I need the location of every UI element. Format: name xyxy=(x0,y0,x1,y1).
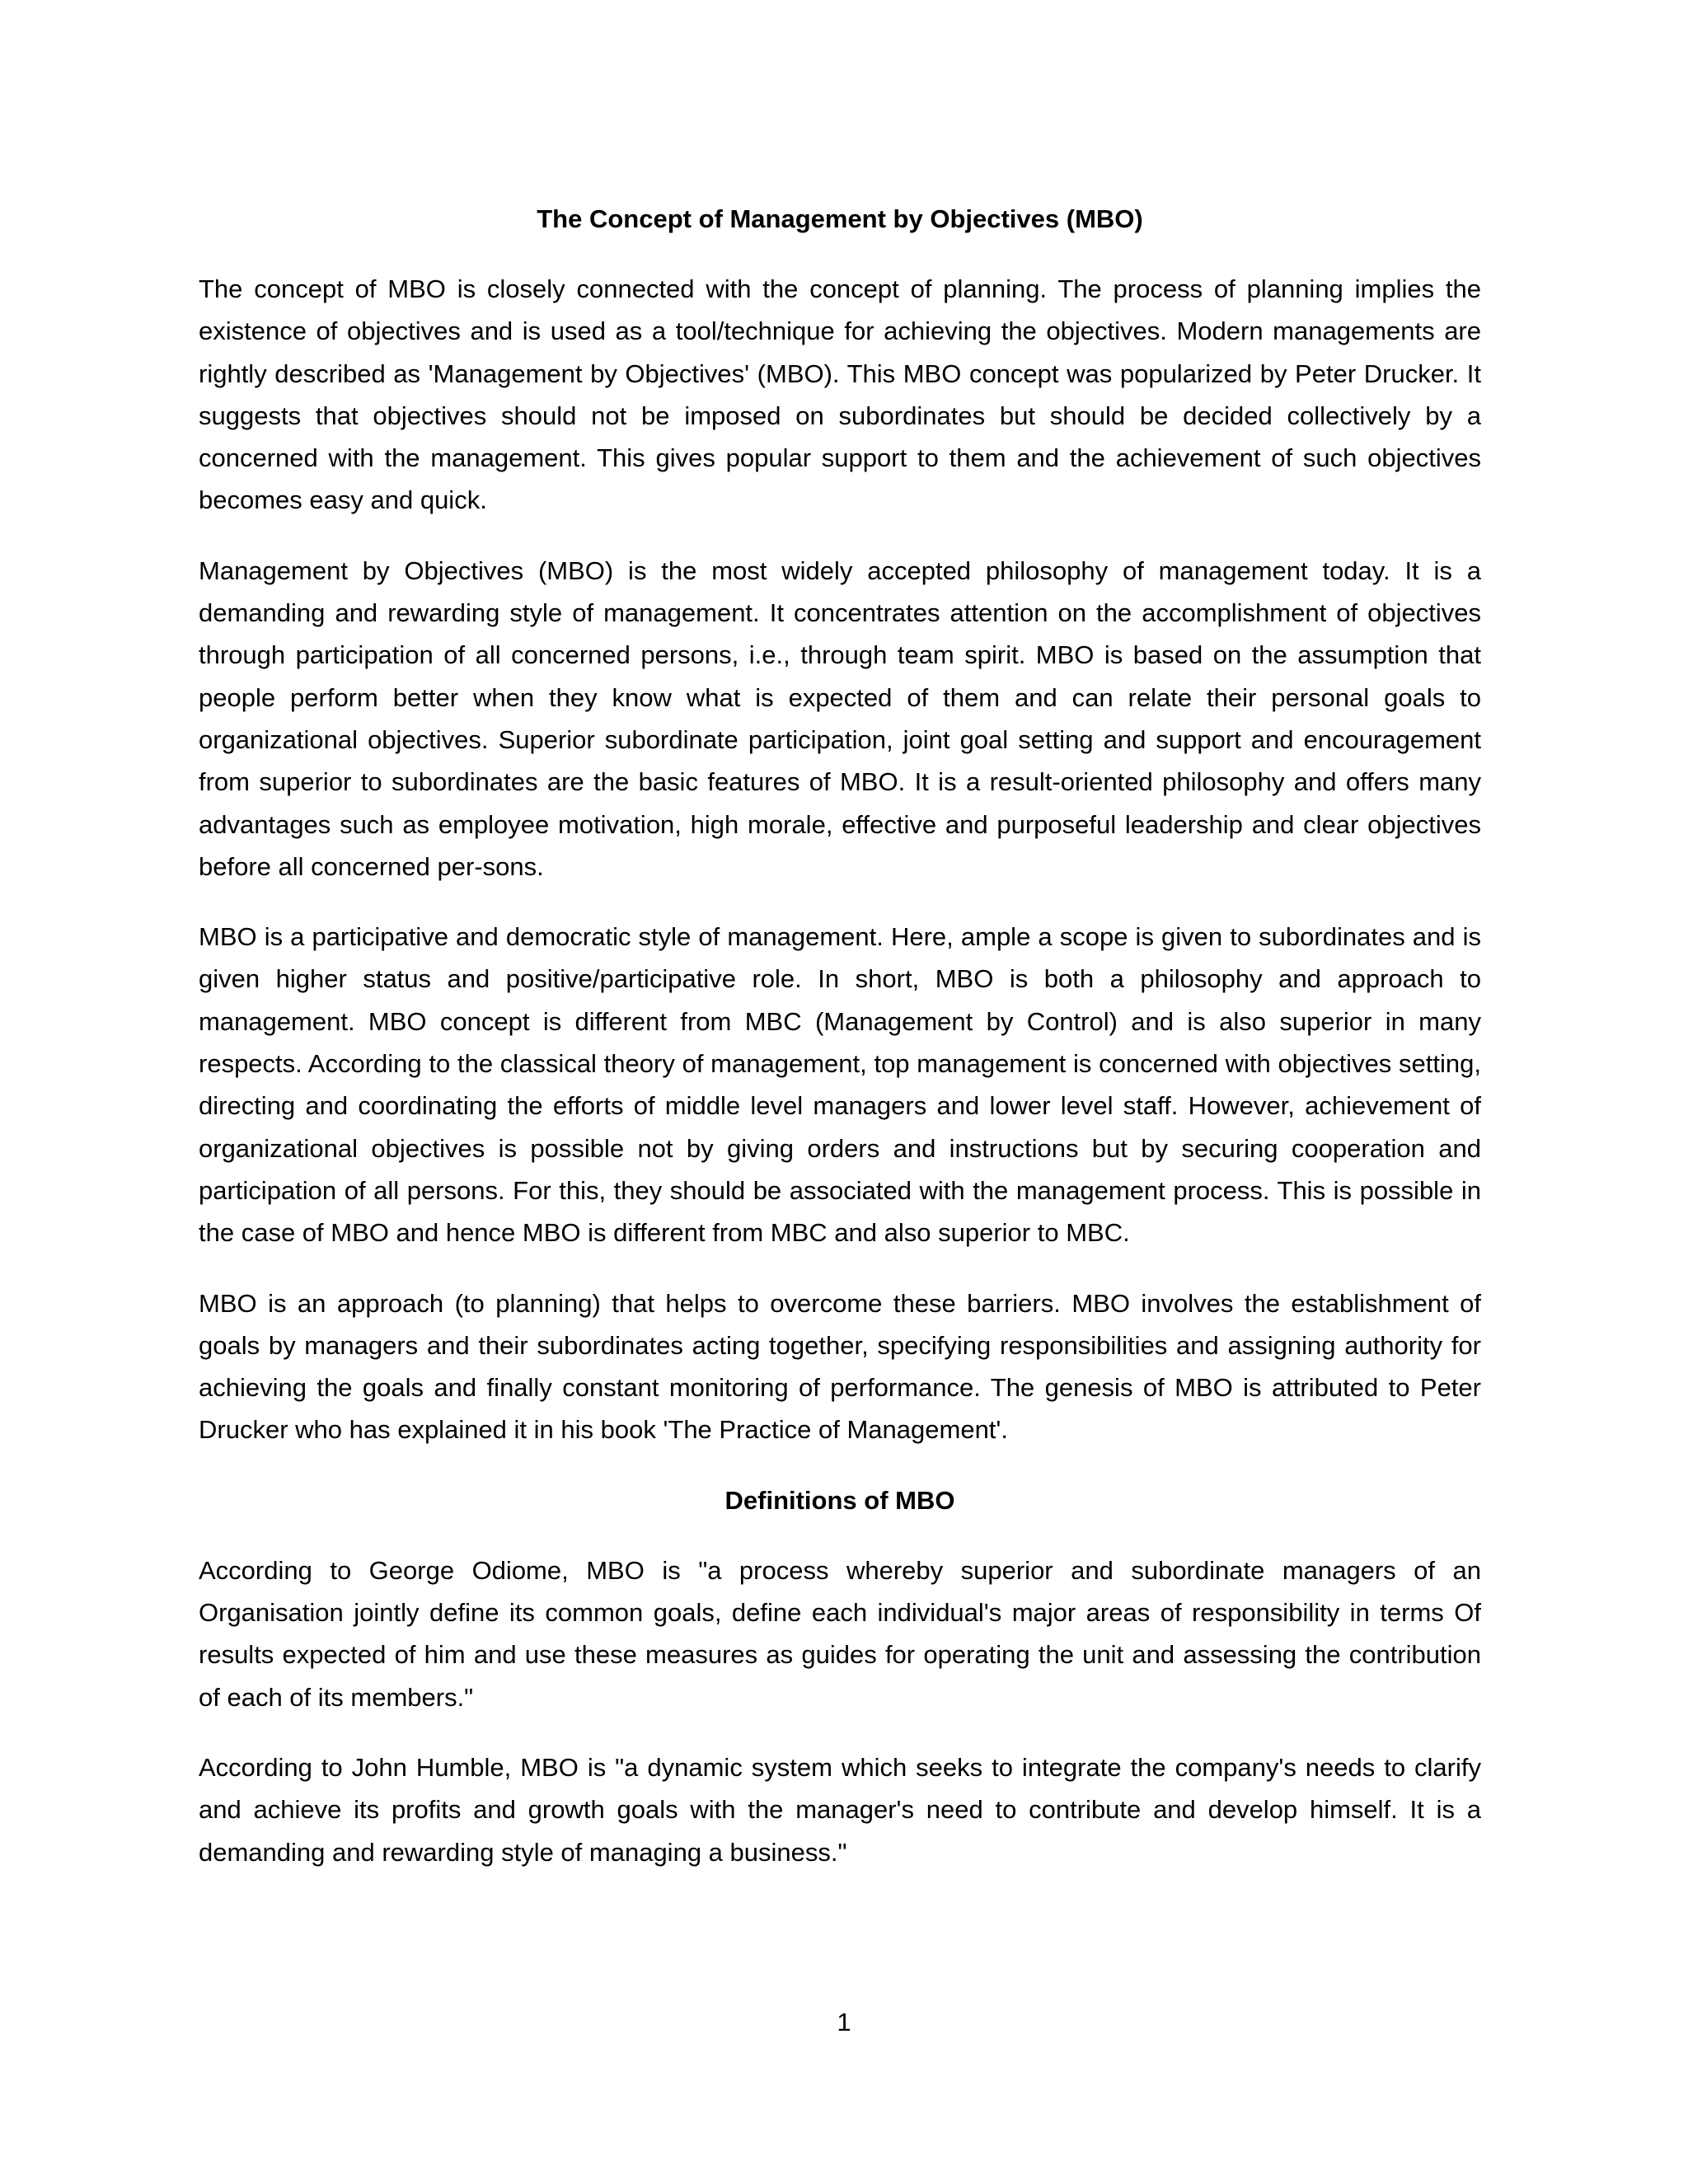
intro-paragraph-1: The concept of MBO is closely connected with the concept of planning. The process of planning implies the existence of objectives and is used as a tool/technique for achieving the objectives. Modern managements are rightly described as 'Management by Objectives' (MBO). This MBO concept was popularized by Peter Drucker. It suggests that objectives should not be imposed on subordinates but should be decided collectively by a concerned with the management. This gives popular support to them and the achievement of such objectives becomes easy and quick. xyxy=(199,274,1481,515)
intro-paragraph-4: MBO is an approach (to planning) that helps to overcome these barriers. MBO involves the establishment of goals by managers and their subordinates acting together, specifying responsibilities and assigning authority for achieving the goals and finally constant monitoring of performance. The genesis of MBO is attributed to Peter Drucker who has explained it in his book 'The Practice of Management'. xyxy=(199,1288,1481,1445)
intro-paragraph-3: MBO is a participative and democratic style of management. Here, ample a scope is given to subordinates and is given higher status and positive/participative role. In short, MBO is both a philosophy and approach to management. MBO concept is different from MBC (Management by Control) and is also superior in many respects. According to the classical theory of management, top management is concerned with objectives setting, directing and coordinating the efforts of middle level managers and lower level staff. However, achievement of organizational objectives is possible not by giving orders and instructions but by securing cooperation and participation of all persons. For this, they should be associated with the management process. This is possible in the case of MBO and hence MBO is different from MBC and also superior to MBC. xyxy=(199,922,1481,1248)
page-content xyxy=(199,198,1481,1901)
page-title: The Concept of Management by Objectives (MBO) xyxy=(537,204,1143,233)
definitions-heading: Definitions of MBO xyxy=(724,1485,955,1515)
definition-paragraph-1: According to George Odiome, MBO is "a process whereby superior and subordinate managers of an Organisation jointly define its common goals, define each individual's major areas of responsibility in terms Of results expected of him and use these measures as guides for operating the unit and assessing the contribution of each of its members." xyxy=(199,1555,1481,1712)
intro-paragraph-2: Management by Objectives (MBO) is the most widely accepted philosophy of management today. It is a demanding and rewarding style of management. It concentrates attention on the accomplishment of objectives through participation of all concerned persons, i.e., through team spirit. MBO is based on the assumption that people perform better when they know what is expected of them and can relate their personal goals to organizational objectives. Superior subordinate participation, joint goal setting and support and encouragement from superior to subordinates are the basic features of MBO. It is a result-oriented philosophy and offers many advantages such as employee motivation, high morale, effective and purposeful leadership and clear objectives before all concerned per-sons. xyxy=(199,555,1481,881)
page-number: 1 xyxy=(837,2008,851,2036)
definition-paragraph-2: According to John Humble, MBO is "a dynamic system which seeks to integrate the company's needs to clarify and achieve its profits and growth goals with the manager's need to contribute and develop himself. It is a demanding and rewarding style of managing a business." xyxy=(199,1752,1481,1867)
